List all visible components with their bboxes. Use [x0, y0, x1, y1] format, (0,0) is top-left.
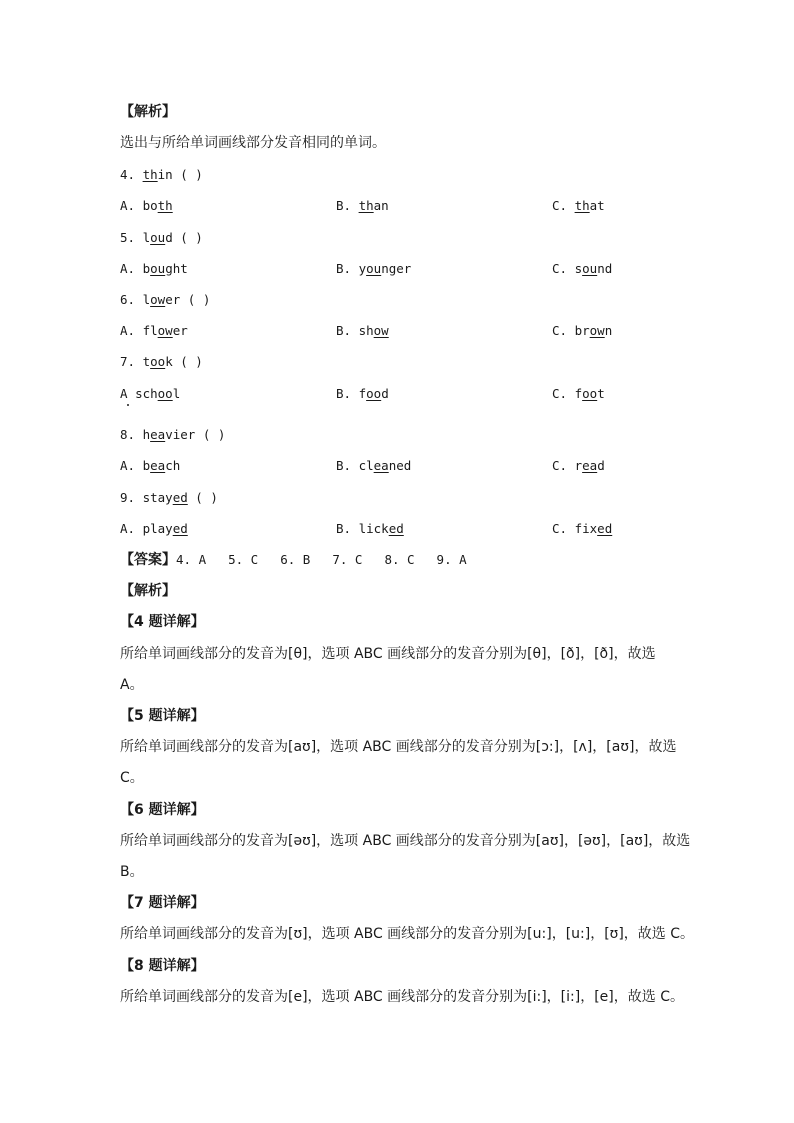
detail-7-title: 【7 题详解】 — [120, 895, 205, 911]
option-8c: C. read — [552, 458, 605, 473]
question-7: 7. took ( ) — [120, 354, 203, 369]
question-4: 4. thin ( ) — [120, 167, 203, 182]
instruction-text: 选出与所给单词画线部分发音相同的单词。 — [120, 135, 386, 151]
option-4b: B. than — [336, 198, 389, 213]
underlined-part: th — [142, 167, 158, 182]
question-6: 6. lower ( ) — [120, 292, 211, 307]
detail-6-line1: 所给单词画线部分的发音为[əʊ]，选项 ABC 画线部分的发音分别为[aʊ]，[əʊ]，[aʊ]，故选 — [120, 833, 691, 849]
detail-6-line2: B。 — [120, 864, 144, 880]
detail-8-line1: 所给单词画线部分的发音为[e]，选项 ABC 画线部分的发音分别为[i:]，[i:]，[e]，故选 C。 — [120, 989, 684, 1005]
option-5c: C. sound — [552, 261, 613, 276]
question-5: 5. loud ( ) — [120, 230, 203, 245]
option-5b: B. younger — [336, 261, 412, 276]
detail-4-title: 【4 题详解】 — [120, 614, 205, 630]
detail-4-line1: 所给单词画线部分的发音为[θ]，选项 ABC 画线部分的发音分别为[θ]，[ð]，[ð]，故选 — [120, 646, 656, 662]
option-7a: A school — [120, 386, 181, 401]
option-6c: C. brown — [552, 323, 613, 338]
detail-4-line2: A。 — [120, 677, 144, 693]
option-9a: A. played — [120, 521, 188, 536]
option-9c: C. fixed — [552, 521, 613, 536]
analysis-heading-2: 【解析】 — [120, 583, 176, 599]
option-6b: B. show — [336, 323, 389, 338]
option-4c: C. that — [552, 198, 605, 213]
option-8a: A. beach — [120, 458, 181, 473]
detail-6-title: 【6 题详解】 — [120, 802, 205, 818]
answer-line: 【答案】4. A 5. C 6. B 7. C 8. C 9. A — [120, 552, 467, 568]
detail-7-line1: 所给单词画线部分的发音为[ʊ]，选项 ABC 画线部分的发音分别为[u:]，[u:]，[ʊ]，故选 C。 — [120, 926, 695, 942]
option-6a: A. flower — [120, 323, 188, 338]
question-8: 8. heavier ( ) — [120, 427, 226, 442]
stray-dot — [127, 404, 129, 406]
detail-5-line1: 所给单词画线部分的发音为[aʊ]，选项 ABC 画线部分的发音分别为[ɔ:]，[ʌ]，[aʊ]，故选 — [120, 739, 677, 755]
option-7b: B. food — [336, 386, 389, 401]
analysis-heading: 【解析】 — [120, 104, 176, 120]
question-9: 9. stayed ( ) — [120, 490, 218, 505]
detail-8-title: 【8 题详解】 — [120, 958, 205, 974]
option-5a: A. bought — [120, 261, 188, 276]
option-8b: B. cleaned — [336, 458, 412, 473]
detail-5-line2: C。 — [120, 770, 144, 786]
option-9b: B. licked — [336, 521, 404, 536]
option-7c: C. foot — [552, 386, 605, 401]
option-4a: A. both — [120, 198, 173, 213]
detail-5-title: 【5 题详解】 — [120, 708, 205, 724]
